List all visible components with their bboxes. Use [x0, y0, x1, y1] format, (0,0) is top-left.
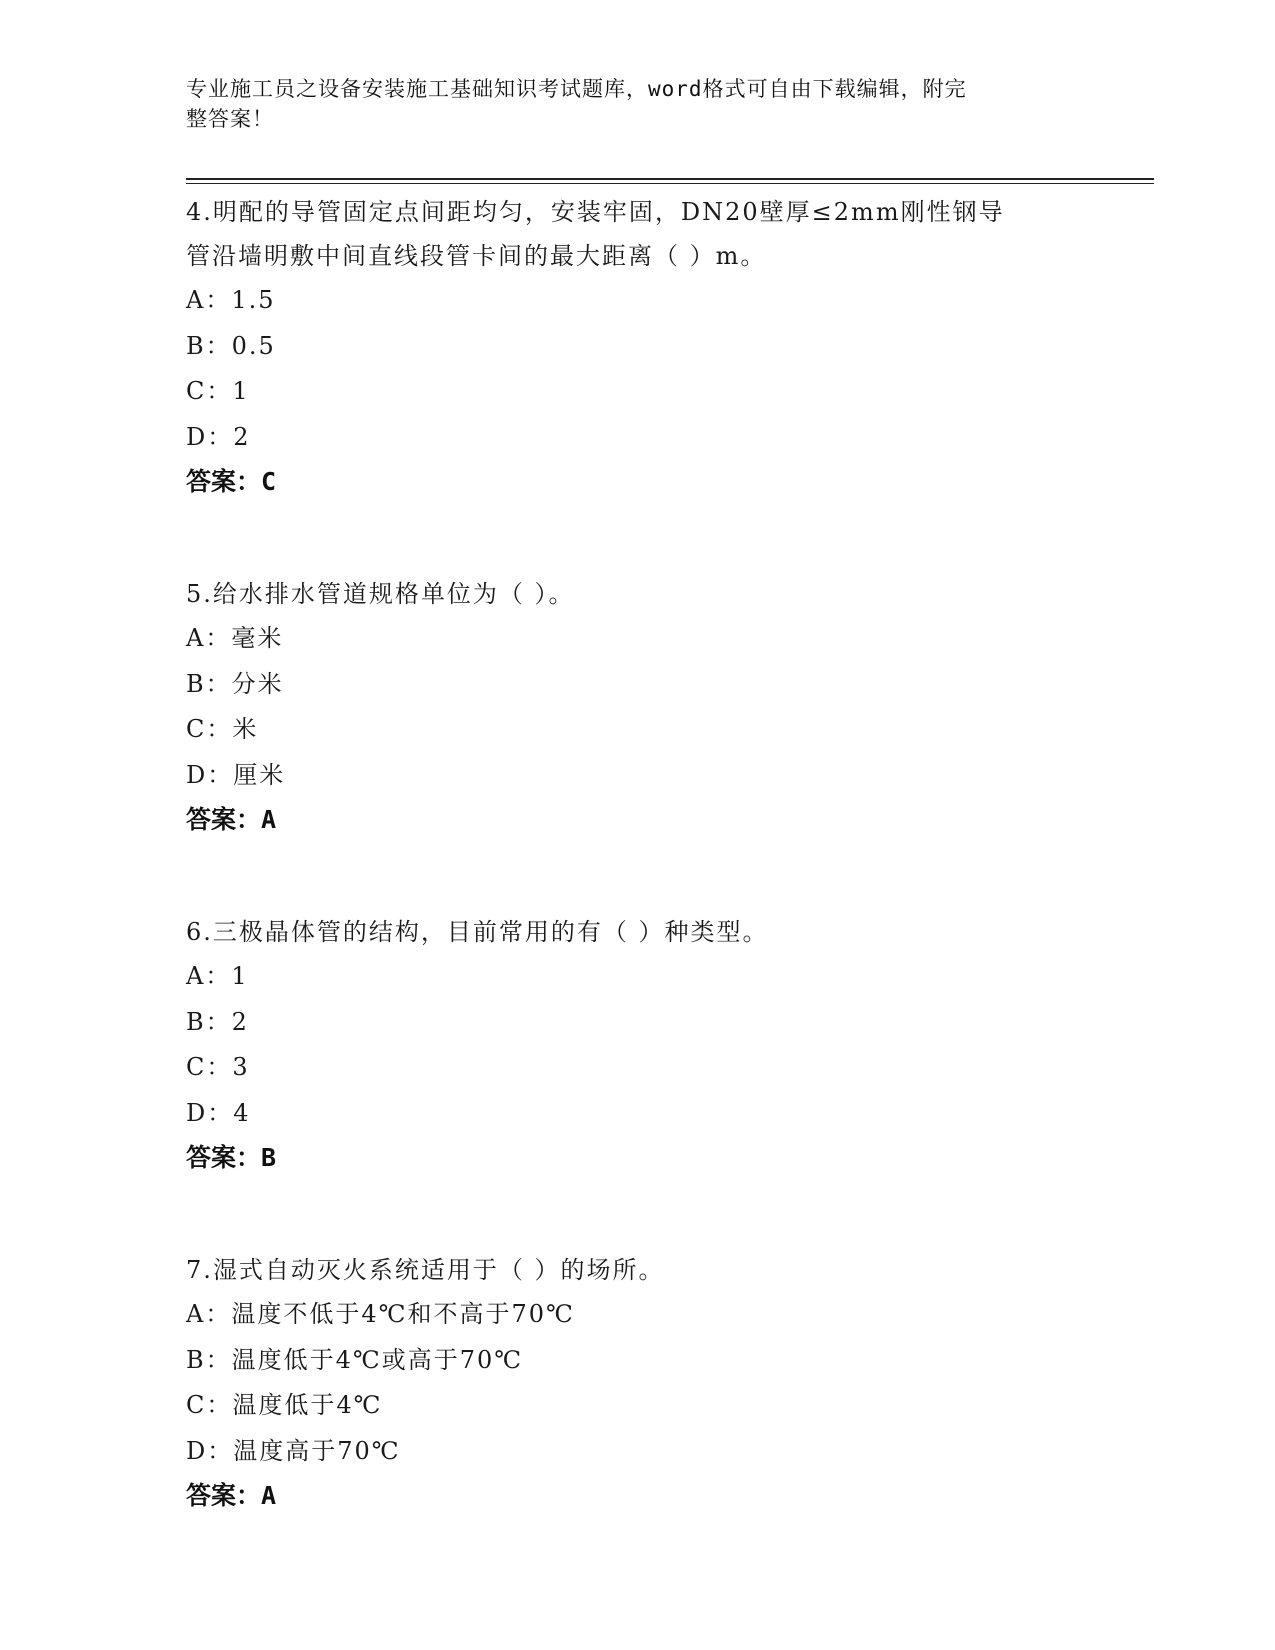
header-divider-thin	[186, 183, 1154, 184]
question-item	[186, 190, 1086, 504]
option-text: 分米	[231, 669, 284, 698]
header-divider	[186, 178, 1154, 180]
question-text: 6.三极晶体管的结构，目前常用的有（ ）种类型。	[186, 918, 769, 946]
option-a	[186, 1292, 1086, 1338]
option-text: 1	[231, 962, 249, 990]
answer-line: 答案：C	[186, 467, 277, 496]
option-text: 温度高于70℃	[233, 1436, 401, 1465]
option-letter: B：	[186, 669, 232, 698]
option-d	[186, 415, 1086, 461]
option-text: 米	[232, 715, 259, 743]
option-a	[186, 278, 1086, 324]
option-text: 3	[232, 1053, 250, 1081]
option-b	[186, 662, 1086, 708]
option-letter: B：	[186, 1007, 232, 1036]
option-a	[186, 616, 1086, 662]
header-line: 专业施工员之设备安装施工基础知识考试题库，word格式可自由下载编辑，附完	[186, 77, 967, 101]
question-item	[186, 1248, 1086, 1518]
option-letter: A：	[186, 624, 232, 652]
answer-line: 答案：B	[186, 1143, 277, 1172]
answer-line: 答案：A	[186, 1481, 277, 1510]
option-text: 温度不低于4℃和不高于70℃	[231, 1300, 575, 1328]
option-letter: C：	[186, 1391, 233, 1419]
option-letter: B：	[186, 331, 232, 360]
option-b	[186, 1338, 1086, 1384]
question-list	[186, 190, 1086, 1586]
question-item	[186, 910, 1086, 1180]
option-d	[186, 1429, 1086, 1475]
option-d	[186, 753, 1086, 799]
option-letter: C：	[186, 715, 233, 743]
option-letter: D：	[186, 1098, 234, 1127]
option-text: 毫米	[231, 624, 284, 652]
option-text: 2	[233, 422, 251, 451]
option-text: 4	[233, 1098, 251, 1127]
question-text: 7.湿式自动灭火系统适用于（ ）的场所。	[186, 1256, 665, 1284]
option-text: 0.5	[231, 331, 276, 360]
option-letter: B：	[186, 1345, 232, 1374]
option-c	[186, 707, 1086, 753]
option-c	[186, 1045, 1086, 1091]
option-letter: C：	[186, 377, 233, 405]
question-text: 4.明配的导管固定点间距均匀，安装牢固，DN20壁厚≤2mm刚性钢导	[186, 198, 1005, 226]
option-text: 1.5	[231, 286, 276, 314]
option-letter: C：	[186, 1053, 233, 1081]
option-text: 1	[232, 377, 250, 405]
option-a	[186, 954, 1086, 1000]
header-line: 整答案！	[186, 107, 274, 131]
option-letter: D：	[186, 422, 234, 451]
question-text: 管沿墙明敷中间直线段管卡间的最大距离（ ）m。	[186, 242, 767, 270]
option-letter: A：	[186, 962, 232, 990]
option-text: 2	[231, 1007, 249, 1036]
question-item	[186, 572, 1086, 842]
option-letter: A：	[186, 286, 232, 314]
option-d	[186, 1091, 1086, 1137]
option-c	[186, 369, 1086, 415]
option-c	[186, 1383, 1086, 1429]
option-text: 厘米	[233, 760, 286, 789]
question-text: 5.给水排水管道规格单位为（ ）。	[186, 580, 575, 608]
option-b	[186, 324, 1086, 370]
option-b	[186, 1000, 1086, 1046]
document-header	[186, 74, 1066, 134]
option-letter: A：	[186, 1300, 232, 1328]
option-letter: D：	[186, 760, 234, 789]
option-letter: D：	[186, 1436, 234, 1465]
answer-line: 答案：A	[186, 805, 277, 834]
option-text: 温度低于4℃或高于70℃	[231, 1345, 524, 1374]
option-text: 温度低于4℃	[232, 1391, 383, 1419]
